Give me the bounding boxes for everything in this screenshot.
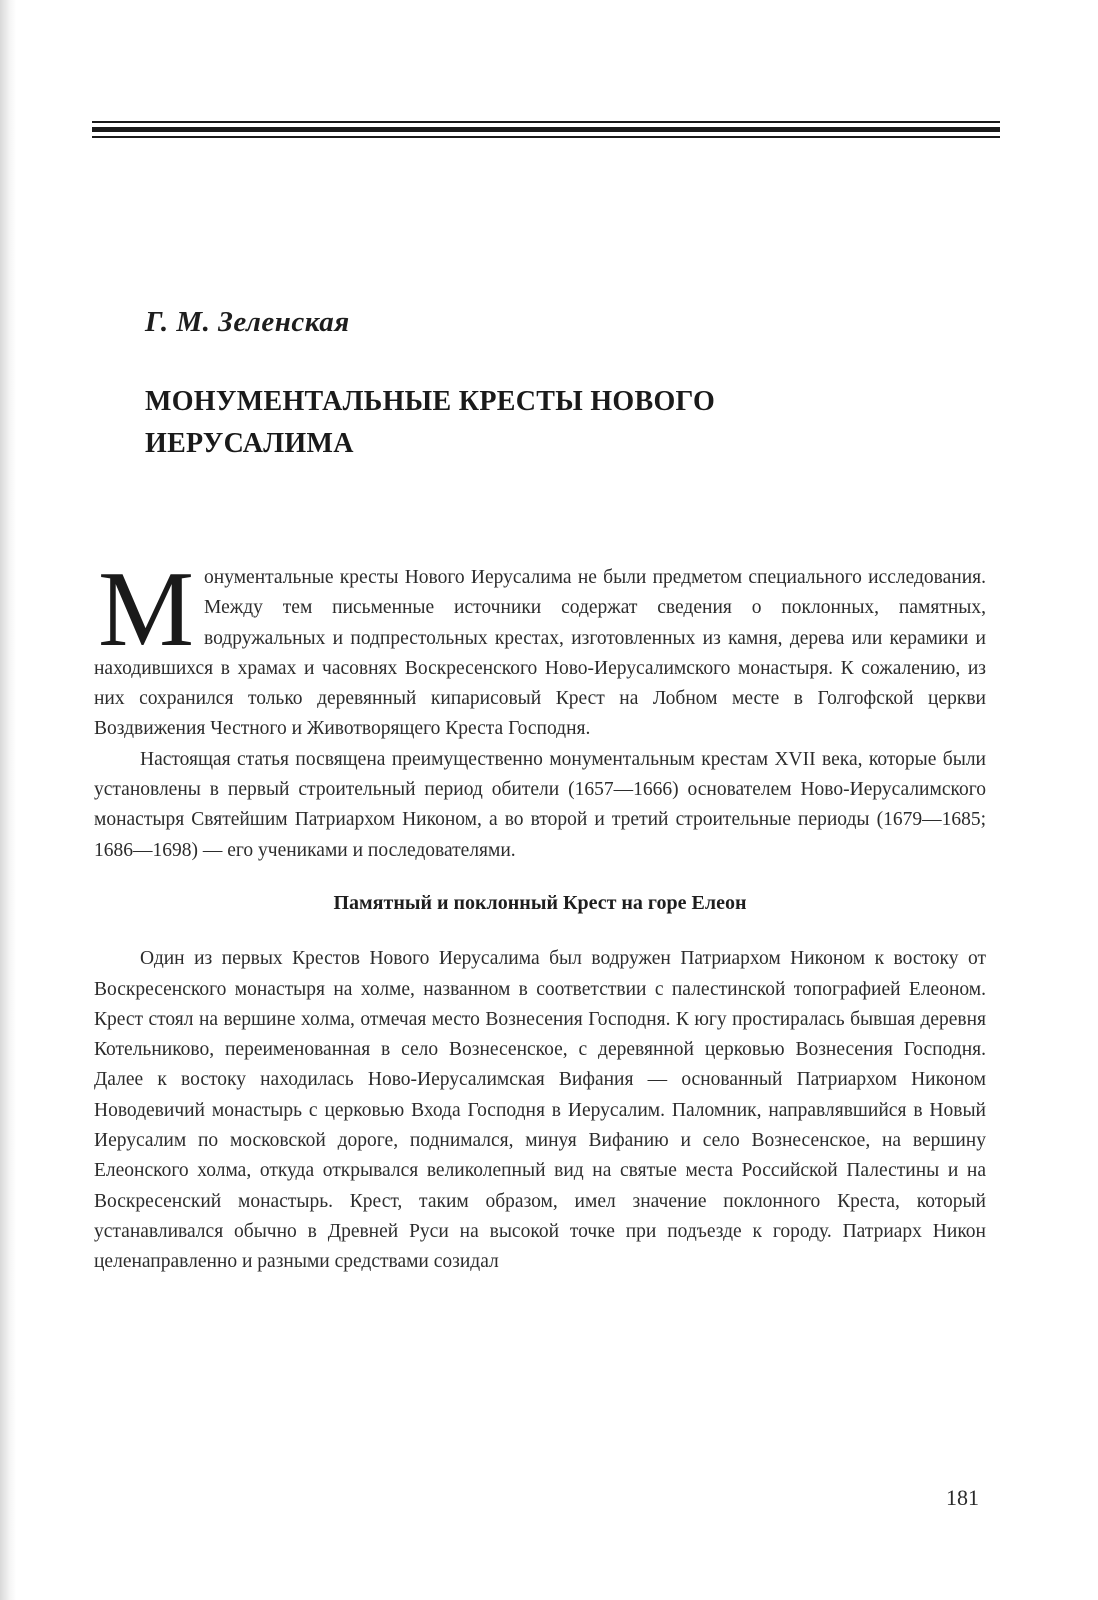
page-edge-shadow	[0, 0, 16, 1600]
intro-paragraph-2: Настоящая статья посвящена преимущественно монументальным крестам XVII века, которые были установлены в первый строительный период обители (1657—1666) основателем Ново-Иерусалимского монастыря Святейшим Патриархом Никоном, а во второй и третий строительные периоды (1679—1685; 1686—1698) — его учениками и последователями.	[94, 748, 986, 861]
section-paragraph: Один из первых Крестов Нового Иерусалима был водружен Патриархом Никоном к востоку от Воскресенского монастыря на холме, названном в соответствии с палестинской топографией Елеоном. Крест стоял на вершине холма, отмечая место Вознесения Господня. К югу простиралась бывшая деревня Котельниково, переименованная в село Вознесенское, с деревянной церковью Вознесения Господня. Далее к востоку находилась Ново-Иерусалимская Вифания — основанный Патриархом Никоном Новодевичий монастырь с церковью Входа Господня в Иерусалим. Паломник, направлявшийся в Новый Иерусалим по московской дороге, поднимался, минуя Вифанию и село Вознесенское, на вершину Елеонского холма, откуда открывался великолепный вид на святые места Российской Палестины и на Воскресенский монастырь. Крест, таким образом, имел значение поклонного Креста, который устанавливался обычно в Древней Руси на высокой точке при подъезде к городу. Патриарх Никон целенаправленно и разными средствами созидал	[94, 948, 986, 1273]
header-rule-thick	[92, 127, 1000, 132]
intro-paragraph-1-text: онументальные кресты Нового Иерусалима не были предметом специального исследования. Между тем письменные источники содержат сведения о поклонных, памятных, водружальных и подпрестольных крестах, изготовленных из камня, дерева или керамики и находившихся в храмах и часовнях Воскресенского Ново-Иерусалимского монастыря. К сожалению, из них сохранился только деревянный кипарисовый Крест на Лобном месте в Голгофской церкви Воздвижения Честного и Животворящего Креста Господня.	[94, 567, 986, 740]
page-number: 181	[946, 1485, 979, 1510]
article-body	[94, 550, 986, 1278]
header-rule-thin-bottom	[92, 136, 1000, 138]
intro-paragraph-1	[94, 550, 986, 745]
author-name: Г. М. Зеленская	[145, 306, 350, 338]
drop-cap: М	[98, 550, 195, 669]
article-title: МОНУМЕНТАЛЬНЫЕ КРЕСТЫ НОВОГО ИЕРУСАЛИМА	[145, 386, 716, 459]
section-heading: Памятный и поклонный Крест на горе Елеон	[333, 891, 747, 914]
header-rule-thin-top	[92, 121, 1000, 123]
